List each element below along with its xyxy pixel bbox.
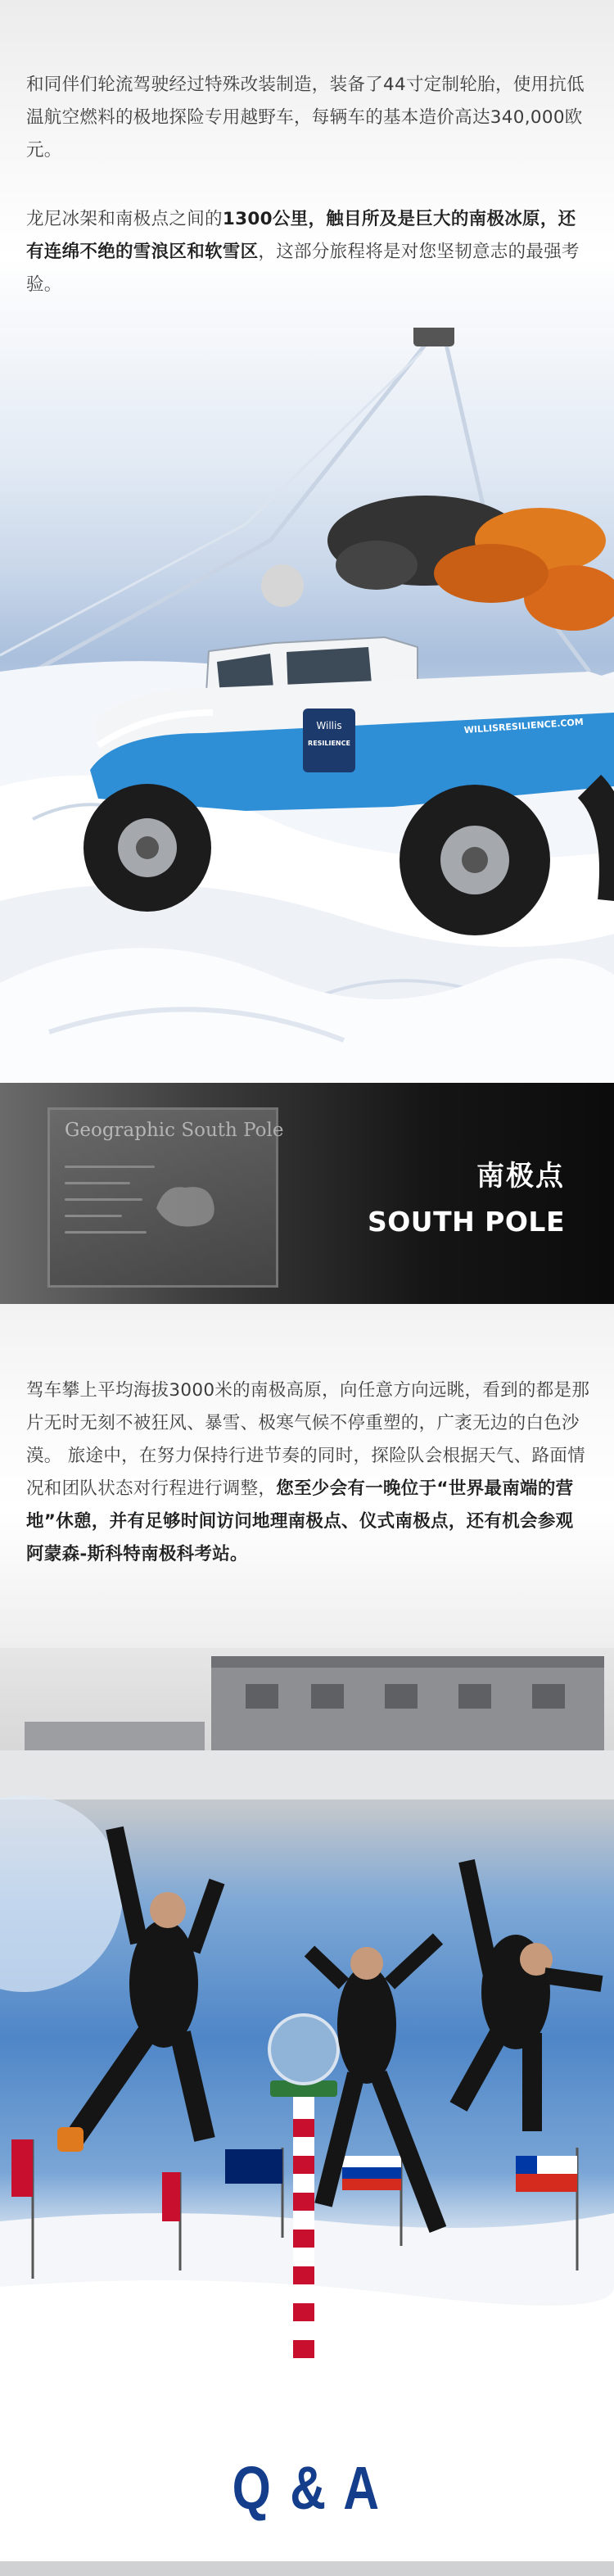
usa-flag-icon	[11, 2139, 33, 2197]
door-logo-word: RESILIENCE	[308, 740, 350, 747]
research-station-icon	[25, 1656, 604, 1754]
intro-paragraph-2-text-b: ，这部分旅程将是对您坚韧意志的最强考验。	[26, 242, 580, 295]
sign-title: Geographic South Pole	[65, 1120, 284, 1141]
qa-title: Q & A	[232, 2454, 382, 2522]
banner-title-cn: 南极点	[476, 1160, 565, 1193]
door-logo-brand: Willis	[316, 720, 342, 731]
intro-paragraph-2	[26, 203, 591, 301]
norway-flag-icon	[162, 2172, 180, 2221]
cargo-bags-icon	[261, 496, 614, 631]
jumping-person-right	[458, 1861, 602, 2131]
south-pole-paragraph-highlight: 您至少会有一晚位于“世界最南端的营地”休憩，并有足够时间访问地理南极点、仪式南极点，还有机会参观阿蒙森-斯科特南极科考站。	[26, 1478, 574, 1564]
qa-section	[0, 2397, 614, 2561]
side-url-text: WILLISRESILIENCE.COM	[463, 716, 585, 736]
banner-title-en: SOUTH POLE	[367, 1206, 565, 1238]
distant-truck-icon	[413, 328, 454, 346]
intro-paragraph-1: 和同伴们轮流驾驶经过特殊改装制造，装备了44寸定制轮胎，使用抗低温航空燃料的极地探险专用越野车，每辆车的基本造价高达340,000欧元。	[26, 75, 585, 161]
antarctica-map-icon	[148, 1175, 222, 1233]
south-pole-paragraph-text: 驾车攀上平均海拔3000米的南极高原，向任意方向远眺，看到的都是那片无时无刻不被狂风、暴雪、极寒气候不停重塑的，广袤无边的白色沙漠。 旅途中，在努力保持行进节奏的同时，探险队会根据天气、路面情况和团队状态对行程进行调整，	[26, 1380, 590, 1499]
intro-paragraph-2-highlight: 1300公里，触目所及是巨大的南极冰原，还有连绵不绝的雪浪区和软雪区	[26, 209, 576, 262]
south-pole-banner	[0, 1083, 614, 1304]
south-pole-section	[0, 1304, 614, 1648]
new-zealand-flag-icon	[225, 2149, 282, 2184]
geographic-south-pole-sign	[47, 1107, 284, 1288]
intro-paragraph-2-text-a: 龙尼冰架和南极点之间的	[26, 209, 223, 229]
bottom-divider	[0, 2561, 614, 2576]
expedition-truck-photo	[0, 328, 614, 1083]
intro-section	[0, 0, 614, 344]
russia-flag-icon	[342, 2156, 401, 2167]
south-pole-paragraph	[26, 1374, 591, 1571]
truck-illustration	[0, 328, 614, 1083]
pole-illustration	[0, 1648, 614, 2397]
mirror-ball-icon	[269, 2015, 338, 2084]
south-pole-celebration-photo	[0, 1648, 614, 2397]
